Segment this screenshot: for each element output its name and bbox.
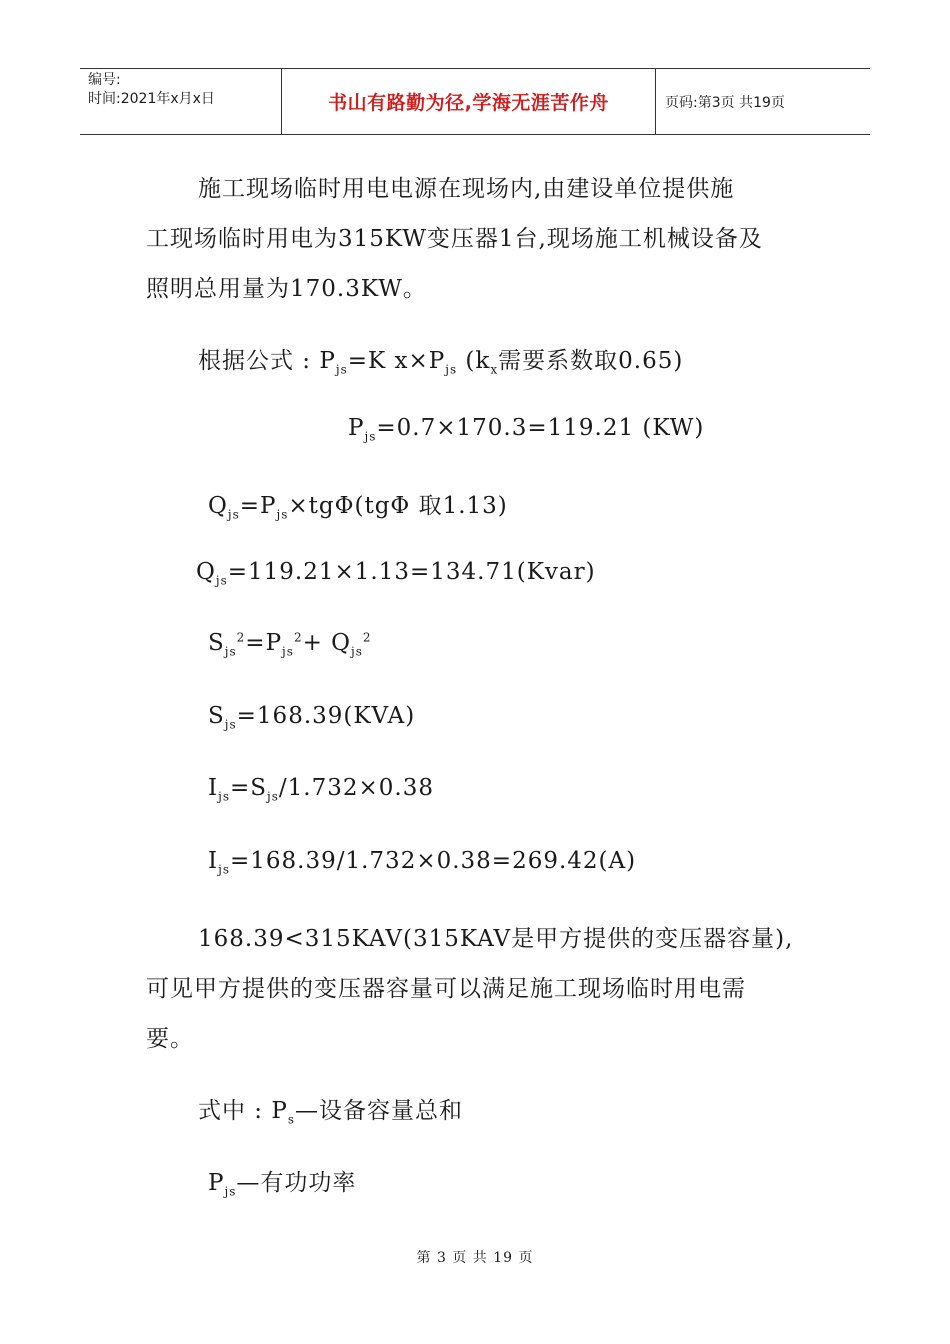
page-info-text: 页码:第3页 共19页 xyxy=(665,94,785,111)
formula-line: $Q_{js}=P_{js}\times tg\Phi(tg\Phi$ 取1.13) xyxy=(208,493,508,522)
formula-line: $S_{js}=168.39(KVA)$ xyxy=(208,703,416,732)
page-header xyxy=(80,68,870,135)
page-footer xyxy=(0,1247,950,1267)
motto-text: 书山有路勤为径,学海无涯苦作舟 xyxy=(328,92,609,114)
formula-line: 根据公式 : $P_{js}=K$ $x\times P_{js}$ ($k_x$需要系数取0.65) xyxy=(198,348,684,377)
formula-line: $P_{js}=0.7\times 170.3=119.21$ (KW) xyxy=(348,415,705,444)
paragraph-line: 施工现场临时用电电源在现场内,由建设单位提供施 xyxy=(198,176,735,202)
formula-line: $S_{js}^2=P_{js}^2+ Q_{js}^2$ xyxy=(208,630,372,659)
paragraph-line: 可见甲方提供的变压器容量可以满足施工现场临时用电需 xyxy=(146,976,746,1002)
paragraph-line: 工现场临时用电为315KW变压器1台,现场施工机械设备及 xyxy=(146,226,763,252)
paragraph-line: 168.39<315KAV(315KAV是甲方提供的变压器容量), xyxy=(198,926,794,952)
paragraph-line: 要。 xyxy=(146,1026,194,1052)
formula-line: $I_{js}=168.39/1.732\times 0.38=269.42(A)$ xyxy=(208,848,637,877)
time-label: 时间:2021年x月x日 xyxy=(88,91,215,107)
formula-line: $Q_{js}=119.21\times 1.13=134.71(Kvar)$ xyxy=(196,559,596,588)
definition-line: $P_{js}—$有功功率 xyxy=(208,1170,357,1199)
definition-line: 式中 : $P_s—$设备容量总和 xyxy=(198,1098,464,1127)
header-motto xyxy=(282,69,656,134)
paragraph-line: 照明总用量为170.3KW。 xyxy=(146,276,427,302)
formula-line: $I_{js}=S_{js}/1.732\times 0.38$ xyxy=(208,775,434,804)
header-page-info xyxy=(656,69,870,134)
serial-label: 编号: xyxy=(88,72,121,88)
footer-page-number: 第 3 页 共 19 页 xyxy=(416,1250,534,1266)
header-meta xyxy=(80,69,282,134)
